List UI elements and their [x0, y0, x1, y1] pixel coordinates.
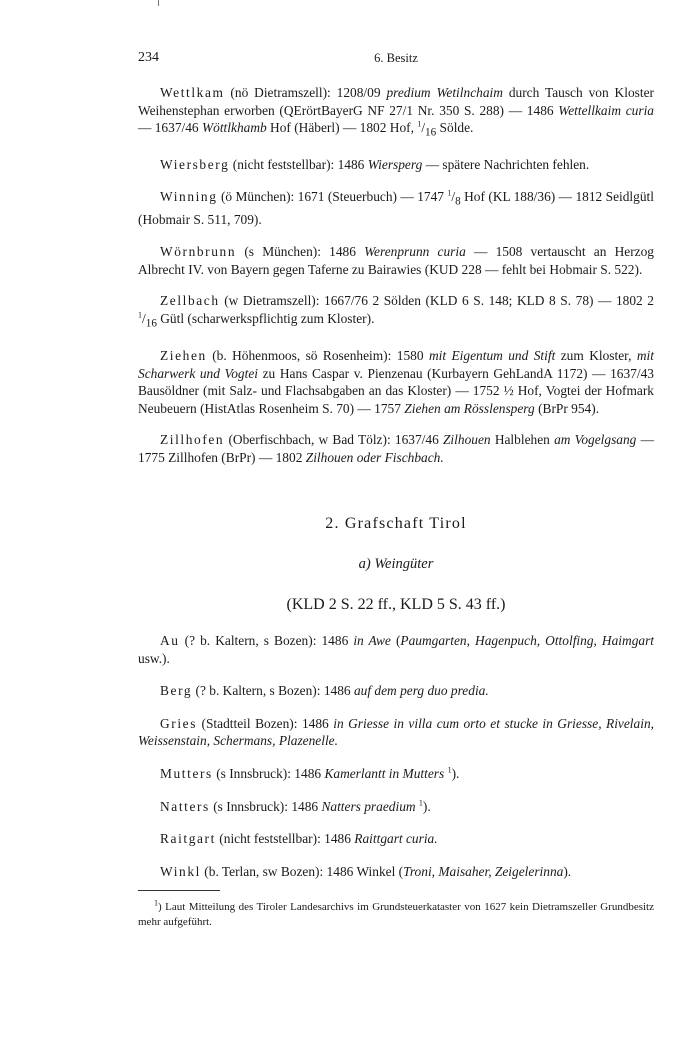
entry-place-name: Berg [160, 683, 193, 699]
entry-text: (b. Höhenmoos, sö Rosenheim): 1580 mit Eigentum und Stift zum Kloster, mit Scharwerk und Vogtei zu Hans Caspar v. Pienzenau (Kurbayern GehLandA 1172) — 1637/43 Bausöldner (mit Salz- und Flachsabgaben an das Kloster) — 1752 ½ Hof, Vogtei der Hofmark Neubeuern (HistAtlas Rosenheim S. 70) — 1757 Ziehen am Rösslensperg (BrPr 954). [138, 347, 654, 416]
entry-place-name: Gries [160, 715, 198, 731]
entry [138, 682, 654, 700]
entry [138, 84, 654, 142]
entry-text: (s München): 1486 Werenprunn curia — 1508 vertauscht an Herzog Albrecht IV. von Bayern gegen Taferne zu Bairawies (KUD 228 — fehlt bei Hobmair S. 522). [138, 243, 654, 277]
entry-place-name: Wettlkam [160, 85, 225, 100]
entry-text: (s Innsbruck): 1486 Natters praedium $^1$). [209, 798, 431, 814]
entry-place-name: Winning [160, 189, 218, 205]
entry [138, 830, 654, 848]
entry [138, 156, 654, 174]
entry-place-name: Au [160, 633, 180, 648]
entry [138, 347, 654, 417]
entry-text: (ö München): 1671 (Steuerbuch) — 1747 $^1/_8$ Hof (KL 188/36) — 1812 Seidlgütl (Hobmair S. 511, 709). [138, 188, 654, 228]
entry-text: (nicht feststellbar): 1486 Raittgart curia. [215, 831, 438, 847]
footnote [138, 900, 654, 929]
entry-text: (s Innsbruck): 1486 Kamerlantt in Mutters $^1$). [212, 765, 460, 781]
scan-mark [158, 0, 165, 6]
source-reference: (KLD 2 S. 22 ff., KLD 5 S. 43 ff.) [286, 596, 506, 613]
entry-place-name: Zillhofen [160, 432, 225, 448]
entry-text: (? b. Kaltern, s Bozen): 1486 in Awe (Paumgarten, Hagenpuch, Ottolfing, Haimgart usw.). [138, 633, 655, 666]
page-number: 234 [138, 50, 159, 65]
footnote-marker: 1 [154, 898, 158, 908]
entry [138, 243, 654, 278]
entry-place-name: Wörnbrunn [160, 243, 237, 259]
entry [138, 188, 654, 229]
section-heading: 2. Grafschaft Tirol [325, 515, 467, 532]
entry-place-name: Raitgart [160, 831, 216, 847]
entry-place-name: Wiersberg [160, 157, 230, 173]
entry-text: (? b. Kaltern, s Bozen): 1486 auf dem perg duo predia. [192, 683, 489, 699]
entry-text: (nö Dietramszell): 1208/09 predium Wetilnchaim durch Tausch von Kloster Weihenstephan erworben (QErörtBayerG NF 27/1 Nr. 350 S. 288) — 1486 Wettellkaim curia — 1637/46 Wöttlkhamb Hof (Häberl) — 1802 Hof, $^1/_{16}$ Sölde. [138, 85, 654, 139]
entry [138, 863, 654, 881]
footnote-rule [138, 890, 220, 891]
entries-section-2 [138, 632, 654, 880]
entry-place-name: Winkl [160, 863, 201, 879]
entry [138, 292, 654, 333]
subsection-heading: a) Weingüter [358, 556, 434, 572]
entry [138, 798, 654, 816]
entries-section-1 [138, 84, 654, 467]
entry-place-name: Natters [160, 798, 210, 814]
entry [138, 632, 654, 667]
entry [138, 715, 654, 750]
entry-text: (b. Terlan, sw Bozen): 1486 Winkel (Troni, Maisaher, Zeigelerinna). [200, 863, 572, 879]
entry-text: (nicht feststellbar): 1486 Wiersperg — spätere Nachrichten fehlen. [229, 157, 590, 173]
entry-place-name: Mutters [160, 765, 213, 781]
entry-text: (w Dietramszell): 1667/76 2 Sölden (KLD 6 S. 148; KLD 8 S. 78) — 1802 2 $^1/_{16}$ Gütl (scharwerkspflichtig zum Kloster). [138, 293, 654, 330]
entry-place-name: Zellbach [160, 293, 220, 309]
entry [138, 765, 654, 783]
entry-text: (Stadtteil Bozen): 1486 in Griesse in villa cum orto et stucke in Griesse, Rivelain, Weissenstain, Schermans, Plazenelle. [138, 715, 654, 749]
entry [138, 431, 654, 466]
entry-place-name: Ziehen [160, 347, 207, 363]
entry-text: (Oberfischbach, w Bad Tölz): 1637/46 Zilhouen Halblehen am Vogelgsang — 1775 Zillhofen (BrPr) — 1802 Zilhouen oder Fischbach. [138, 432, 654, 465]
page-header [138, 50, 654, 70]
footnote-text: ) Laut Mitteilung des Tiroler Landesarchivs im Grundsteuerkataster von 1627 kein Dietramszeller Grundbesitz mehr aufgeführt. [138, 901, 654, 928]
running-title: 6. Besitz [374, 51, 418, 65]
